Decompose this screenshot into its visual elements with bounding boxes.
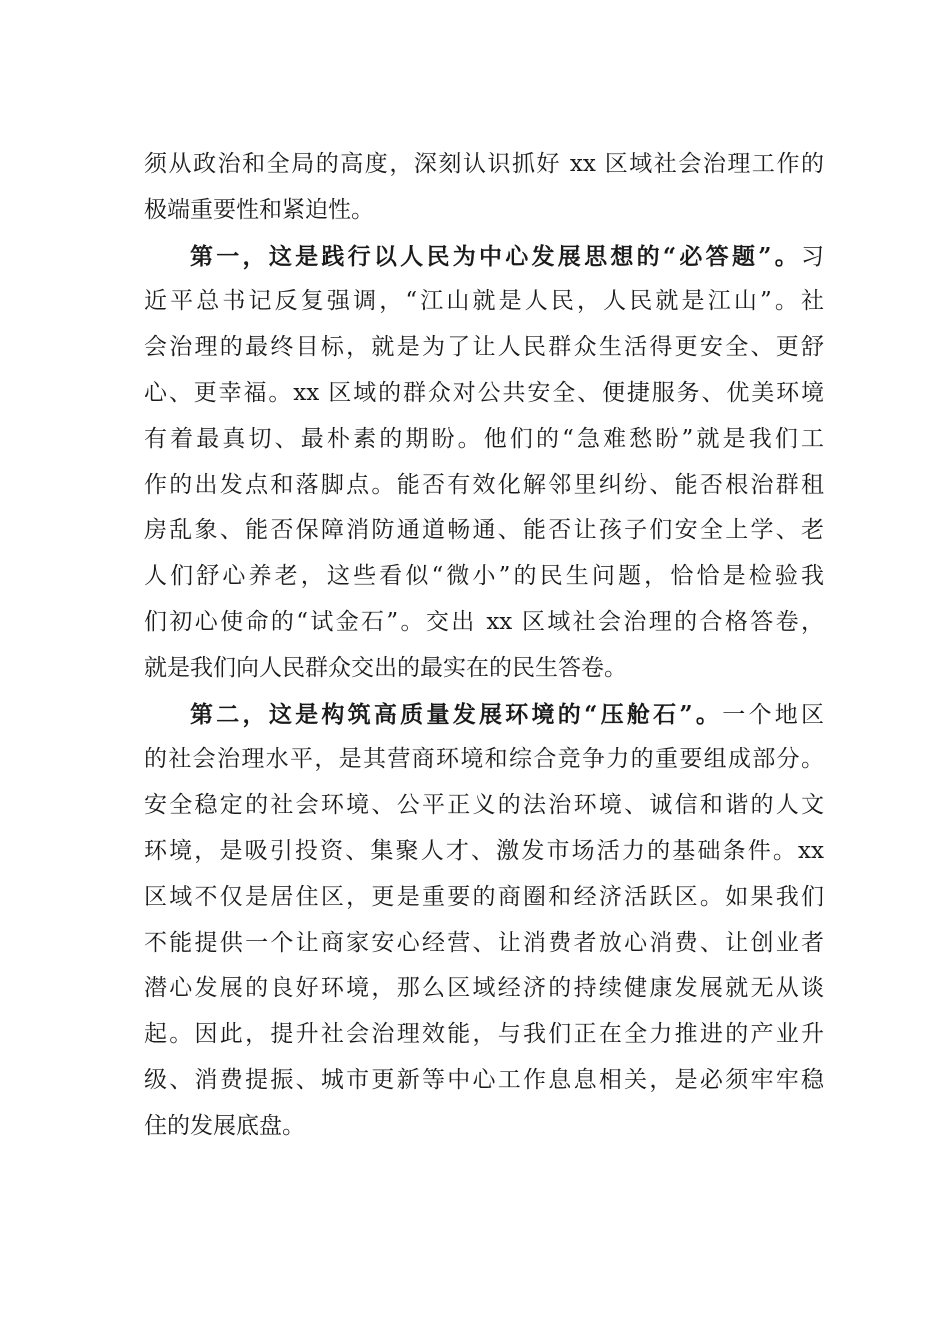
paragraph-line: 住的发展底盘。 (144, 1112, 305, 1139)
paragraph-line: 近平总书记反复强调，“江山就是人民，人民就是江山”。社 (144, 288, 824, 315)
paragraph-2 (144, 234, 824, 692)
paragraph-line: 安全稳定的社会环境、公平正义的法治环境、诚信和谐的人文 (144, 792, 824, 819)
paragraph-3 (144, 692, 824, 1150)
paragraph-line: 环境，是吸引投资、集聚人才、激发市场活力的基础条件。xx (144, 837, 824, 864)
paragraph-heading: 第二，这是构筑高质量发展环境的“压舱石”。 (190, 700, 723, 728)
paragraph-line: 潜心发展的良好环境，那么区域经济的持续健康发展就无从谈 (144, 975, 824, 1002)
paragraph-line: 会治理的最终目标，就是为了让人民群众生活得更安全、更舒 (144, 334, 824, 361)
paragraph-line: 有着最真切、最朴素的期盼。他们的“急难愁盼”就是我们工 (144, 425, 824, 452)
document-body (144, 142, 824, 1150)
paragraph-line: 区域不仅是居住区，更是重要的商圈和经济活跃区。如果我们 (144, 883, 824, 910)
paragraph-line: 房乱象、能否保障消防通道畅通、能否让孩子们安全上学、老 (144, 517, 824, 544)
paragraph-line: 级、消费提振、城市更新等中心工作息息相关，是必须牢牢稳 (144, 1066, 824, 1093)
paragraph-line: 就是我们向人民群众交出的最实在的民生答卷。 (144, 654, 627, 681)
paragraph-text: 习 (801, 243, 824, 270)
paragraph-line: 起。因此，提升社会治理效能，与我们正在全力推进的产业升 (144, 1021, 824, 1048)
paragraph-text: 一个地区 (722, 701, 825, 728)
paragraph-first-line (144, 692, 824, 738)
paragraph-heading: 第一，这是践行以人民为中心发展思想的“必答题”。 (190, 242, 801, 270)
paragraph-line: 作的出发点和落脚点。能否有效化解邻里纠纷、能否根治群租 (144, 471, 824, 498)
paragraph-first-line (144, 234, 824, 280)
paragraph-line: 心、更幸福。xx 区域的群众对公共安全、便捷服务、优美环境 (144, 379, 824, 406)
paragraph-line: 的社会治理水平，是其营商环境和综合竞争力的重要组成部分。 (144, 746, 824, 773)
paragraph-1 (144, 142, 824, 234)
paragraph-line: 须从政治和全局的高度，深刻认识抓好 xx 区域社会治理工作的 (144, 151, 824, 177)
paragraph-line: 极端重要性和紧迫性。 (144, 196, 374, 223)
paragraph-line: 们初心使命的“试金石”。交出 xx 区域社会治理的合格答卷， (144, 608, 824, 635)
paragraph-line: 人们舒心养老，这些看似“微小”的民生问题，恰恰是检验我 (144, 563, 824, 590)
paragraph-line: 不能提供一个让商家安心经营、让消费者放心消费、让创业者 (144, 929, 824, 956)
